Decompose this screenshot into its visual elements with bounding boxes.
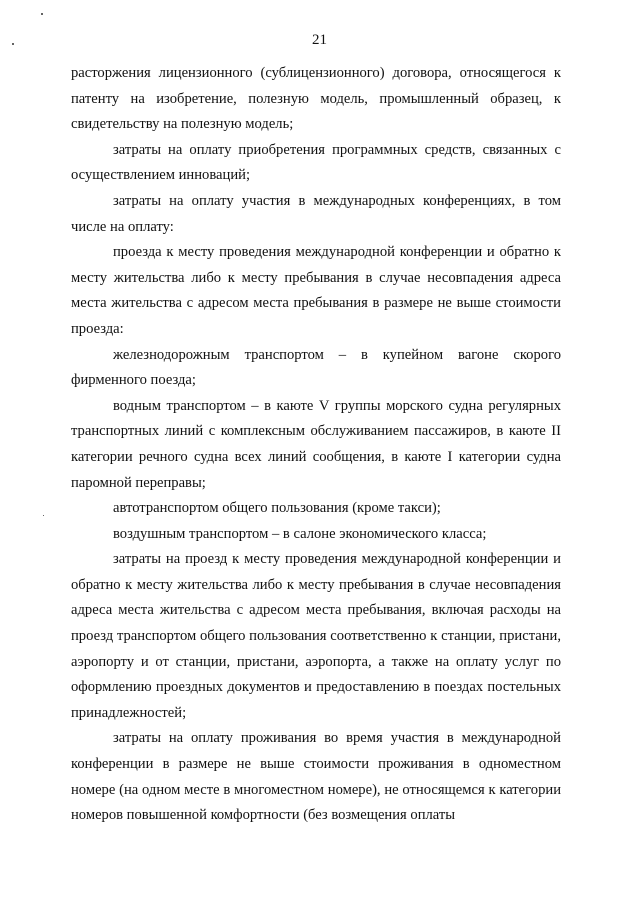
- paragraph-road-transport: автотранспортом общего пользования (кроме такси);: [113, 500, 441, 517]
- paragraph-air-transport: воздушным транспортом – в салоне экономического класса;: [113, 525, 487, 542]
- paragraph-software-costs: затраты на оплату приобретения программных средств, связанных с осуществлением инноваций;: [71, 141, 561, 184]
- paragraph-travel-to-conference: проезда к месту проведения международной конференции и обратно к месту жительства либо к месту пребывания в случае несовпадения адреса места жительства с адресом места пребывания в размере не выше стоимости проезда:: [71, 244, 561, 337]
- paragraph-accommodation-costs: затраты на оплату проживания во время участия в международной конференции в размере не выше стоимости проживания в одноместном номере (на одном месте в многоместном номере), не относящемся к категории номеров повышенной комфортности (без возмещения оплаты: [71, 730, 561, 824]
- document-body: [71, 61, 561, 829]
- paragraph-railway-transport: железнодорожным транспортом – в купейном вагоне скорого фирменного поезда;: [71, 346, 561, 389]
- paragraph-contract-termination: расторжения лицензионного (сублицензионного) договора, относящегося к патенту на изобретение, полезную модель, промышленный образец, к свидетельству на полезную модель;: [71, 65, 561, 133]
- paragraph-travel-costs: затраты на проезд к месту проведения международной конференции и обратно к месту жительства либо к месту пребывания в случае несовпадения адреса места жительства с адресом места пребывания, включая расходы на проезд транспортом общего пользования соответственно к станции, пристани, аэропорту и от станции, пристани, аэропорта, а также на оплату услуг по оформлению проездных документов и предоставлению в поездах постельных принадлежностей;: [71, 551, 561, 721]
- scan-speck: [43, 515, 44, 516]
- scan-speck: [41, 13, 43, 15]
- paragraph-water-transport: водным транспортом – в каюте V группы морского судна регулярных транспортных линий с комплексным обслуживанием пассажиров, в каюте II категории речного судна всех линий сообщения, в каюте I категории судна паромной переправы;: [71, 397, 561, 491]
- page-number: 21: [312, 32, 327, 48]
- paragraph-conference-costs: затраты на оплату участия в международных конференциях, в том числе на оплату:: [71, 192, 561, 235]
